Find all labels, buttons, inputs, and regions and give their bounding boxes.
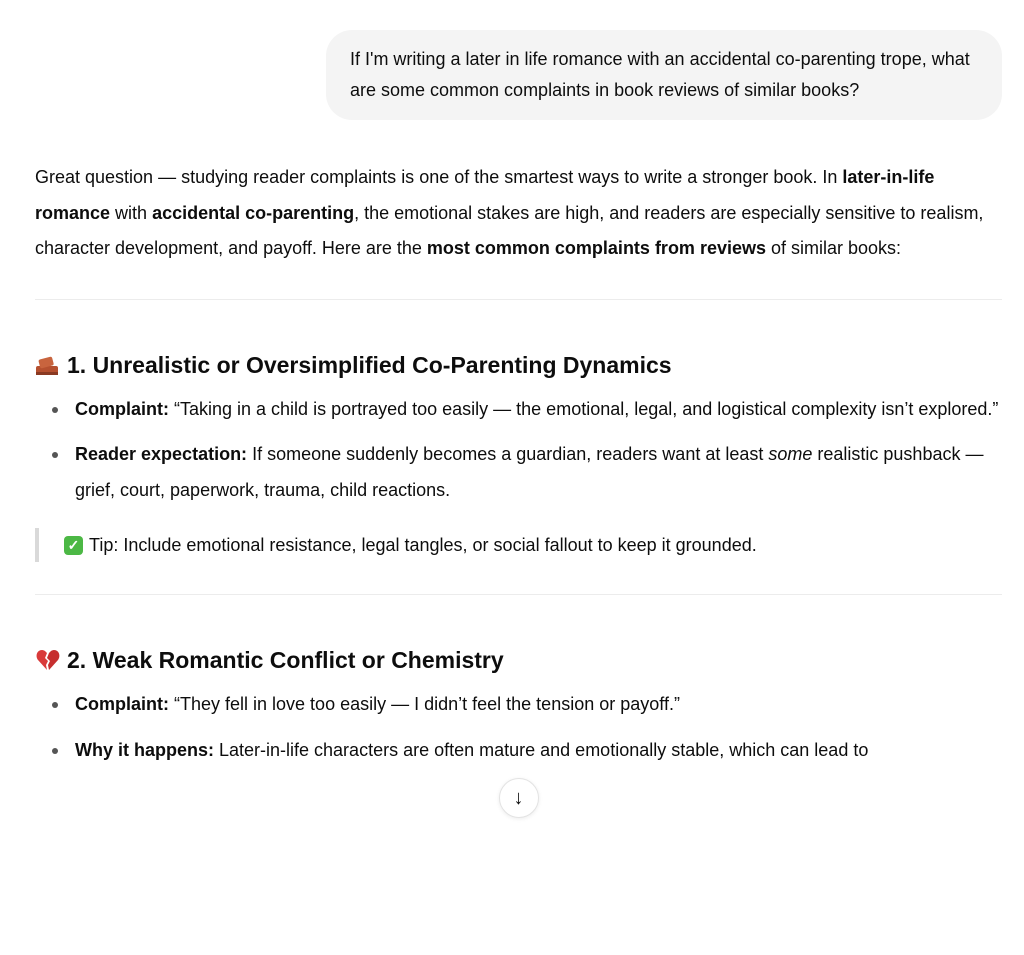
user-message-bubble [326, 30, 1002, 120]
assistant-intro-paragraph [35, 160, 1002, 267]
item-text: “They fell in love too easily — I didn’t feel the tension or payoff.” [169, 694, 680, 714]
tip-blockquote [35, 528, 1002, 562]
scroll-button-row [35, 778, 1002, 818]
item-emphasis: some [768, 444, 813, 464]
intro-text: of similar books: [766, 238, 902, 258]
intro-text: with [110, 202, 153, 223]
check-mark-icon: ✓ [64, 536, 83, 555]
section-heading-1 [35, 350, 1002, 380]
broken-heart-icon [35, 648, 61, 672]
section-1-list [35, 392, 1002, 509]
intro-text: , the emotional stakes are high, and readers are especially sensitive to realism, character development, and payoff. Here are the [35, 202, 984, 258]
intro-bold: later-in-life romance [35, 167, 935, 223]
divider [35, 594, 1002, 595]
section-heading-2 [35, 645, 1002, 675]
user-message-row [35, 30, 1002, 120]
item-label: Complaint: [75, 694, 169, 714]
list-item [35, 437, 1002, 508]
list-item [35, 392, 1002, 428]
intro-bold: most common complaints from reviews [426, 238, 766, 258]
section-2-list [35, 687, 1002, 768]
item-label: Complaint: [75, 398, 169, 419]
section-title: 2. Weak Romantic Conflict or Chemistry [67, 647, 504, 673]
tip-text: Tip: Include emotional resistance, legal tangles, or social fallout to keep it grounded. [89, 535, 757, 555]
item-label: Why it happens: [75, 739, 214, 760]
arrow-down-icon: ↓ [513, 786, 524, 809]
list-item [35, 733, 1002, 769]
item-text: realistic pushback — grief, court, paperwork, trauma, child reactions. [75, 444, 984, 500]
item-text: If someone suddenly becomes a guardian, readers want at least [247, 444, 769, 464]
section-title: 1. Unrealistic or Oversimplified Co-Parenting Dynamics [67, 351, 672, 378]
item-label: Reader expectation: [75, 444, 248, 464]
user-message-text: If I'm writing a later in life romance with an accidental co-parenting trope, what are some common complaints in book reviews of similar books? [350, 49, 970, 100]
intro-text: Great question — studying reader complaints is one of the smartest ways to write a stronger book. In [35, 167, 843, 187]
scroll-to-bottom-button[interactable] [499, 778, 539, 818]
item-text: Later-in-life characters are often mature and emotionally stable, which can lead to [214, 739, 869, 760]
item-text: “Taking in a child is portrayed too easily — the emotional, legal, and logistical complexity isn’t explored.” [169, 398, 999, 419]
divider [35, 299, 1002, 300]
list-item [35, 687, 1002, 723]
bricks-icon [35, 353, 61, 377]
intro-bold: accidental co-parenting [152, 202, 355, 223]
